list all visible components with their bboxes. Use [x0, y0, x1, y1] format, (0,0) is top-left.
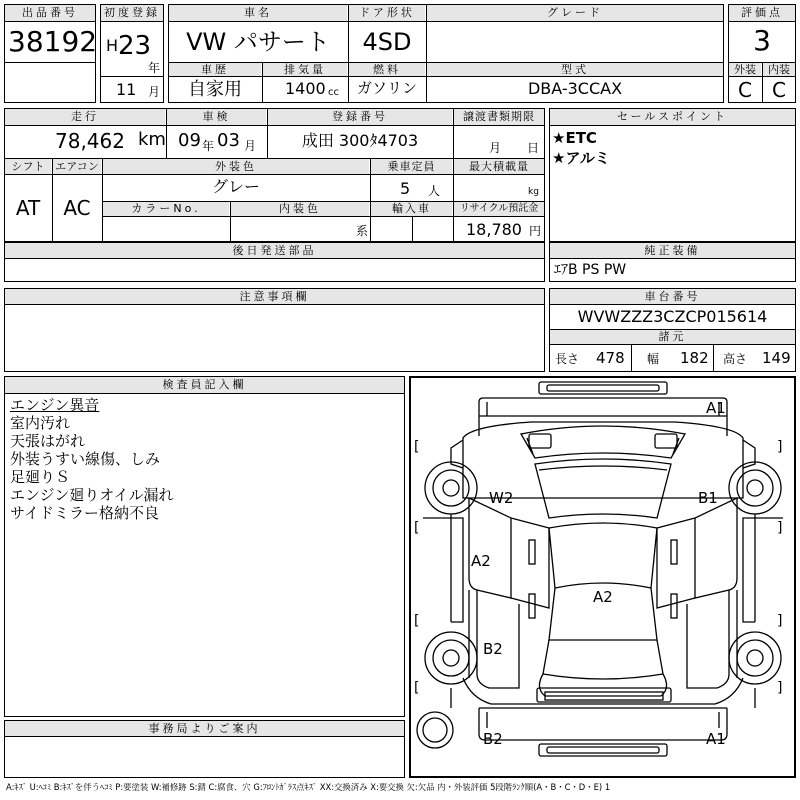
height-label: 高さ [723, 352, 748, 366]
lot-no: 38192 [8, 25, 98, 58]
month-unit: 月 [148, 85, 161, 99]
car-name: VW パサート [186, 28, 330, 56]
chassis-number: WVWZZZ3CZCP015614 [577, 307, 768, 326]
damage-b2-rear-left: B2 [483, 640, 503, 658]
office-label: 事務局よりご案内 [5, 721, 404, 736]
bracket-right-rear: ] [777, 680, 783, 696]
first-reg-year: 23 [118, 31, 152, 61]
capacity-label: 乗車定員 [371, 159, 452, 174]
door-type: 4SD [362, 28, 412, 56]
import-label: 輸入車 [371, 202, 452, 216]
bracket-left-top: [ [414, 439, 420, 455]
int-label: 内装 [763, 63, 795, 76]
width-label: 幅 [647, 352, 660, 366]
dims-label: 諸元 [550, 330, 795, 344]
year-unit: 年 [148, 61, 161, 75]
note-4: 外装うすい線傷、しみ [10, 450, 161, 468]
height: 149 [762, 349, 791, 367]
note-1: エンジン異音 [10, 396, 100, 414]
inspection-month-unit: 月 [244, 139, 257, 153]
damage-b2-rear: B2 [483, 730, 503, 748]
bracket-left-rear: [ [414, 680, 420, 696]
transfer-month-unit: 月 [489, 141, 502, 155]
note-5: 足廻りＳ [10, 468, 71, 486]
first-reg-month: 11 [116, 80, 137, 99]
shift-label: シフト [5, 159, 51, 174]
registration-number: 成田 300ﾀ4703 [301, 131, 419, 150]
note-2: 室内汚れ [10, 414, 71, 432]
door-label: ドア形状 [349, 5, 425, 21]
model-label: 型式 [427, 63, 723, 76]
mileage-label: 走行 [5, 109, 165, 125]
grade-label: グレード [427, 5, 723, 21]
fuel-label: 燃料 [349, 63, 425, 76]
int-color-unit: 系 [356, 224, 369, 238]
int-color-label: 内装色 [231, 202, 369, 216]
displacement: 1400 [285, 79, 326, 98]
caution-label: 注意事項欄 [5, 289, 544, 304]
model-code: DBA-3CCAX [527, 79, 623, 98]
damage-a2-center: A2 [593, 588, 613, 606]
inspector-label: 検査員記入欄 [5, 377, 404, 393]
damage-a1-rear: A1 [706, 730, 726, 748]
damage-a2-left: A2 [471, 552, 491, 570]
ext-score: C [738, 78, 752, 102]
history-label: 車歴 [169, 63, 261, 76]
exterior-color: グレー [211, 177, 260, 196]
inspector-notes [10, 396, 400, 522]
inspection-year: 09 [178, 130, 201, 151]
inspection-label: 車検 [167, 109, 266, 125]
damage-legend: A:ｷｽﾞ U:ﾍｺﾐ B:ｷｽﾞを伴うﾍｺﾐ P:要塗装 W:補修跡 S:錆 C:腐食、穴 G:ﾌﾛﾝﾄｶﾞﾗｽ点ｷｽﾞ XX:交換済み X:要交換 欠:欠品 内・外装評価 5段階ﾗﾝｸ順(A・B・C・D・E) 1 [6, 783, 611, 792]
bracket-right-low: ] [777, 613, 783, 629]
name-label: 車名 [169, 5, 347, 21]
ac-label: エアコン [53, 159, 101, 174]
damage-w2: W2 [489, 489, 514, 507]
bracket-left-low: [ [414, 613, 420, 629]
ext-label: 外装 [729, 63, 761, 76]
score-label: 評価点 [729, 5, 795, 21]
bracket-right-top: ] [777, 439, 783, 455]
inspection-year-unit: 年 [202, 139, 215, 153]
displacement-unit: cc [328, 87, 339, 98]
era: H [106, 36, 119, 55]
color-no-label: カラーNo. [103, 202, 229, 216]
air-conditioner: AC [63, 196, 91, 220]
transfer-day-unit: 日 [527, 141, 540, 155]
bracket-left-mid: [ [414, 520, 420, 536]
bracket-right-mid: ] [777, 520, 783, 536]
mileage-unit: km [138, 129, 166, 150]
width: 182 [680, 349, 709, 367]
damage-a1-front: A1 [706, 399, 726, 417]
color-label: 外装色 [103, 159, 369, 174]
selling-point-2: ★アルミ [552, 149, 610, 167]
selling-point-1: ★ETC [552, 129, 597, 147]
car-outline [411, 378, 794, 776]
load-unit: kg [528, 187, 539, 197]
mileage: 78,462 [55, 129, 125, 153]
note-3: 天張はがれ [10, 432, 86, 450]
damage-diagram [409, 376, 796, 778]
capacity-unit: 人 [428, 184, 441, 198]
equipment-value: ｴｱB PS PW [554, 262, 627, 278]
reg-label: 登録番号 [268, 109, 452, 125]
displacement-label: 排気量 [263, 63, 347, 76]
capacity: 5 [400, 179, 411, 198]
inspection-month: 03 [217, 130, 240, 151]
equipment-label: 純正装備 [550, 243, 795, 258]
load-label: 最大積載量 [454, 159, 544, 174]
shift: AT [15, 196, 41, 220]
length: 478 [596, 349, 625, 367]
recycle-fee: 18,780 [466, 220, 522, 239]
recycle-unit: 円 [529, 224, 542, 238]
score: 3 [753, 24, 771, 57]
selling-points-label: セールスポイント [550, 109, 795, 125]
length-label: 長さ [555, 352, 580, 366]
lot-no-label: 出品番号 [5, 5, 95, 21]
note-6: エンジン廻りオイル漏れ [10, 486, 174, 504]
car-history: 自家用 [188, 79, 242, 100]
int-score: C [772, 78, 786, 102]
damage-b1: B1 [698, 489, 718, 507]
recycle-label: リサイクル預託金 [454, 202, 544, 216]
chassis-label: 車台番号 [550, 289, 795, 304]
later-parts-label: 後日発送部品 [5, 243, 544, 258]
note-7: サイドミラー格納不良 [10, 504, 159, 522]
transfer-label: 譲渡書類期限 [454, 109, 544, 125]
first-reg-label: 初度登録 [101, 5, 163, 21]
fuel: ガソリン [356, 79, 417, 97]
